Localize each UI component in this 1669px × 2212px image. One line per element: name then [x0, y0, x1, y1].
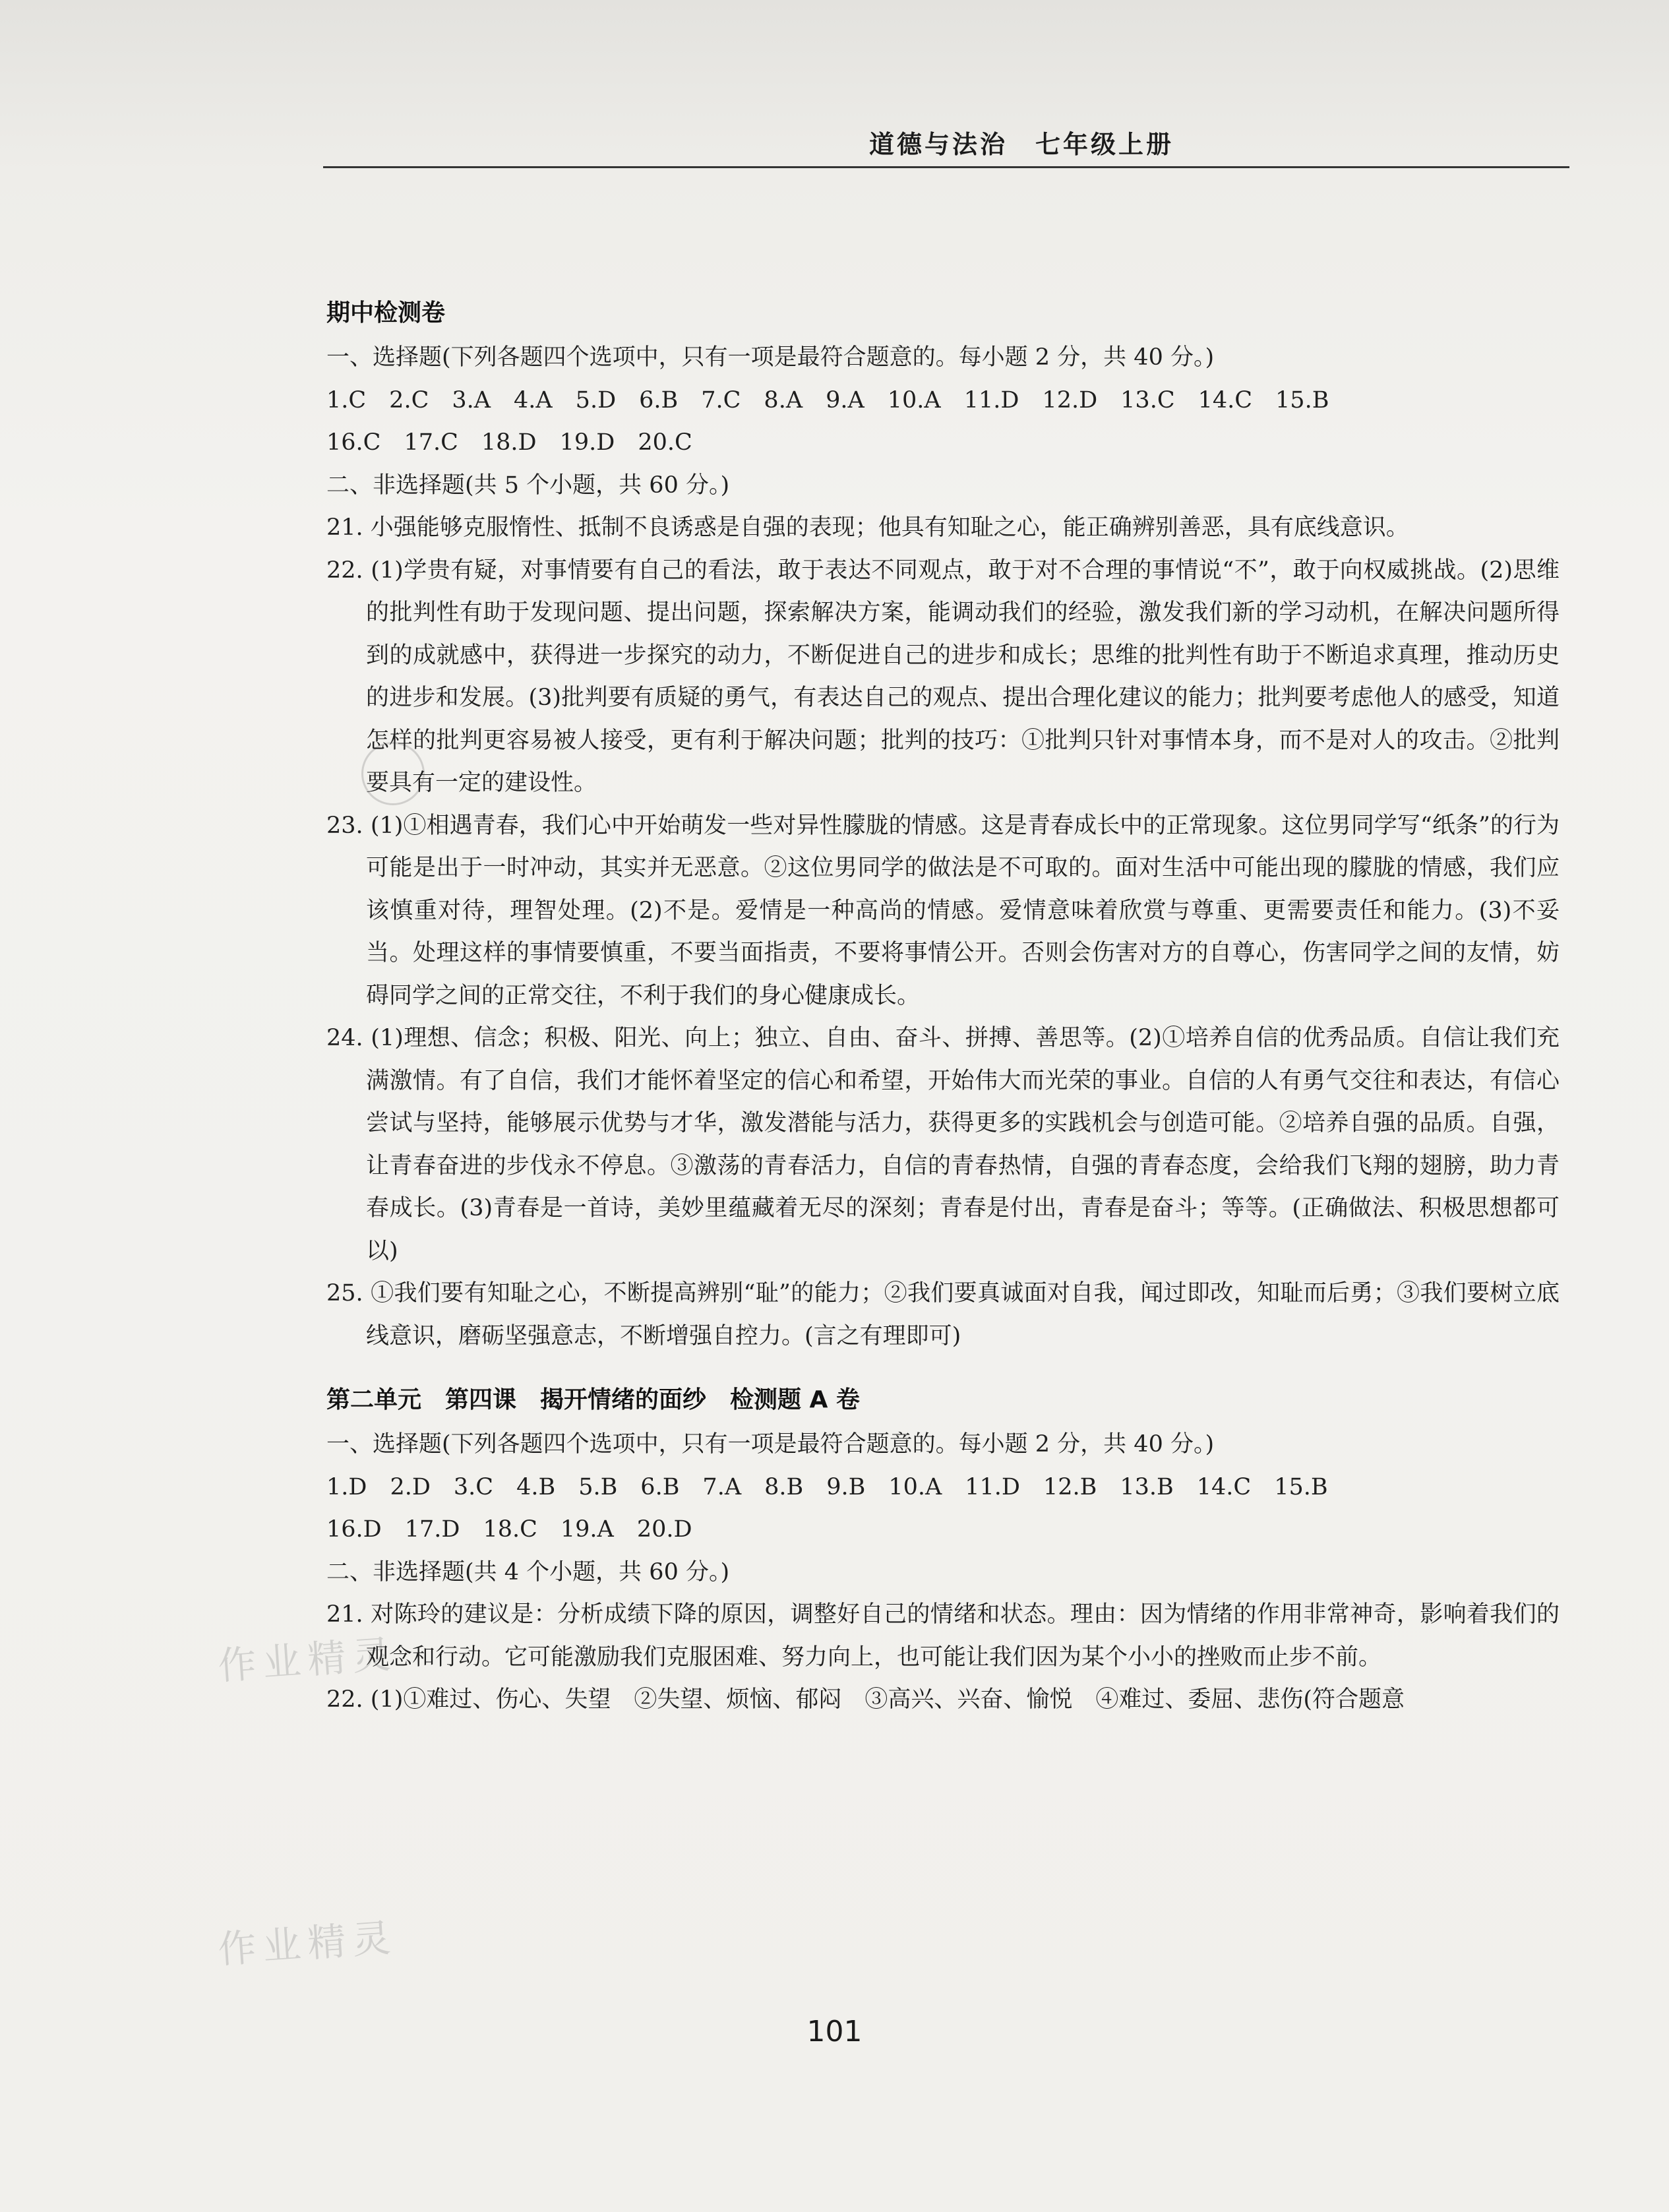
header-title: 道德与法治 七年级上册: [868, 130, 1174, 159]
choice-answers-row: 1.D 2.D 3.C 4.B 5.B 6.B 7.A 8.B 9.B 10.A 11.D 12.B 13.B 14.C 15.B: [326, 1473, 1328, 1500]
answer-q25: 25. ①我们要有知耻之心，不断提高辨别“耻”的能力；②我们要真诚面对自我，闻过即改，知耻而后勇；③我们要树立底线意识，磨砺坚强意志，不断增强自控力。(言之有理即可): [326, 1280, 1560, 1349]
header-rule: [323, 166, 1569, 168]
watermark-stamp: 作业精灵: [216, 1631, 399, 1689]
answer-q22: 22. (1)学贵有疑，对事情要有自己的看法，敢于表达不同观点，敢于对不合理的事情说“不”，敢于向权威挑战。(2)思维的批判性有助于发现问题、提出问题，探索解决方案，能调动我们的经验，激发我们新的学习动机，在解决问题所得到的成就感中，获得进一步探究的动力，不断促进自己的进步和成长；思维的批判性有助于不断追求真理，推动历史的进步和发展。(3)批判要有质疑的勇气，有表达自己的观点、提出合理化建议的能力；批判要考虑他人的感受，知道怎样的批判更容易被人接受，更有利于解决问题；批判的技巧：①批判只针对事情本身，而不是对人的攻击。②批判要具有一定的建设性。: [326, 557, 1560, 796]
answer-q22: 22. (1)①难过、伤心、失望 ②失望、烦恼、郁闷 ③高兴、兴奋、愉悦 ④难过、委屈、悲伤(符合题意: [326, 1686, 1405, 1713]
answer-q21: 21. 对陈玲的建议是：分析成绩下降的原因，调整好自己的情绪和状态。理由：因为情绪的作用非常神奇，影响着我们的观念和行动。它可能激励我们克服困难、努力向上，也可能让我们因为某个小小的挫败而止步不前。: [326, 1601, 1560, 1671]
nonchoice-heading: 二、非选择题(共 5 个小题，共 60 分。): [326, 472, 730, 499]
nonchoice-heading: 二、非选择题(共 4 个小题，共 60 分。): [326, 1558, 730, 1585]
watermark-stamp: 作业精灵: [216, 1915, 399, 1973]
answer-q23: 23. (1)①相遇青春，我们心中开始萌发一些对异性朦胧的情感。这是青春成长中的正常现象。这位男同学写“纸条”的行为可能是出于一时冲动，其实并无恶意。②这位男同学的做法是不可取的。面对生活中可能出现的朦胧的情感，我们应该慎重对待，理智处理。(2)不是。爱情是一种高尚的情感。爱情意味着欣赏与尊重、更需要责任和能力。(3)不妥当。处理这样的事情要慎重，不要当面指责，不要将事情公开。否则会伤害对方的自尊心，伤害同学之间的友情，妨碍同学之间的正常交往，不利于我们的身心健康成长。: [326, 812, 1560, 1009]
choice-heading: 一、选择题(下列各题四个选项中，只有一项是最符合题意的。每小题 2 分，共 40 分。): [326, 1431, 1215, 1458]
answer-q21: 21. 小强能够克服惰性、抵制不良诱惑是自强的表现；他具有知耻之心，能正确辨别善恶，具有底线意识。: [326, 514, 1409, 541]
page-number: 101: [806, 2015, 863, 2048]
choice-answers-row: 16.C 17.C 18.D 19.D 20.C: [326, 429, 692, 456]
section-title-midterm: 期中检测卷: [326, 299, 446, 326]
answer-key-content: [326, 290, 1560, 1721]
answer-q24: 24. (1)理想、信念；积极、阳光、向上；独立、自由、奋斗、拼搏、善思等。(2)①培养自信的优秀品质。自信让我们充满激情。有了自信，我们才能怀着坚定的信心和希望，开始伟大而光荣的事业。自信的人有勇气交往和表达，有信心尝试与坚持，能够展示优势与才华，激发潜能与活力，获得更多的实践机会与创造可能。②培养自强的品质。自强，让青春奋进的步伐永不停息。③激荡的青春活力，自信的青春热情，自强的青春态度，会给我们飞翔的翅膀，助力青春成长。(3)青春是一首诗，美妙里蕴藏着无尽的深刻；青春是付出，青春是奋斗；等等。(正确做法、积极思想都可以): [326, 1025, 1560, 1264]
choice-answers-row: 1.C 2.C 3.A 4.A 5.D 6.B 7.C 8.A 9.A 10.A 11.D 12.D 13.C 14.C 15.B: [326, 386, 1329, 414]
choice-answers-row: 16.D 17.D 18.C 19.A 20.D: [326, 1516, 692, 1543]
choice-heading: 一、选择题(下列各题四个选项中，只有一项是最符合题意的。每小题 2 分，共 40 分。): [326, 344, 1215, 371]
running-header: [323, 99, 1569, 171]
section-title-unit2: 第二单元 第四课 揭开情绪的面纱 检测题 A 卷: [326, 1386, 860, 1413]
